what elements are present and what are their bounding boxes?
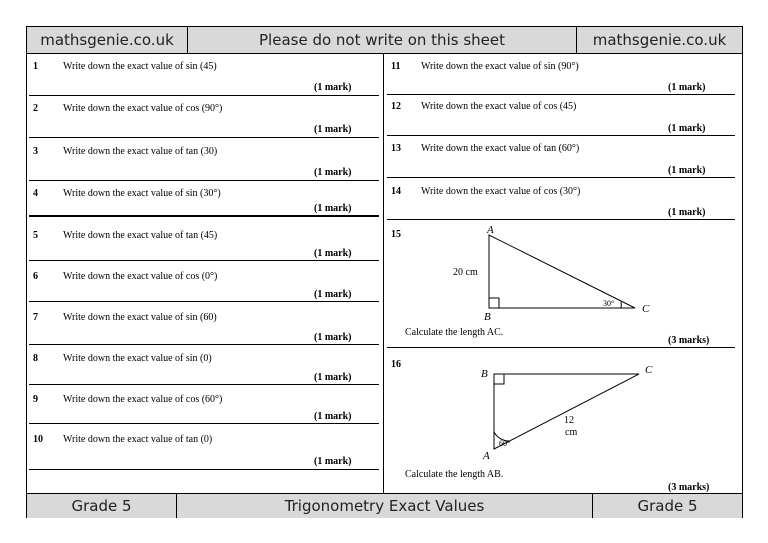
question-number: 15 [391, 229, 401, 240]
vertex-label-c: C [645, 364, 653, 376]
answer-line [29, 137, 379, 138]
answer-line [387, 94, 735, 95]
question-number: 4 [33, 188, 38, 199]
marks-label: (1 mark) [668, 207, 706, 218]
question-number: 13 [391, 143, 401, 154]
answer-line [29, 344, 379, 345]
question-text: Write down the exact value of cos (90°) [63, 103, 223, 114]
answer-line [29, 469, 379, 470]
side-length-number: 12 [564, 415, 574, 426]
footer-topic-title: Trigonometry Exact Values [284, 497, 485, 515]
answer-line [29, 95, 379, 96]
question-text: Write down the exact value of cos (30°) [421, 186, 581, 197]
side-length-label: 20 cm [453, 267, 478, 278]
marks-label: (1 mark) [668, 82, 706, 93]
side-length-unit: cm [565, 427, 578, 438]
answer-line [29, 260, 379, 261]
question-number: 14 [391, 186, 401, 197]
question-text: Write down the exact value of sin (60) [63, 312, 217, 323]
question-text: Write down the exact value of sin (30°) [63, 188, 221, 199]
question-number: 8 [33, 353, 38, 364]
question-text: Write down the exact value of cos (60°) [63, 394, 223, 405]
answer-line [29, 180, 379, 181]
header-bar [27, 27, 742, 54]
question-number: 7 [33, 312, 38, 323]
triangle-diagram-16 [467, 361, 707, 461]
marks-label: (1 mark) [314, 82, 352, 93]
header-notice: Please do not write on this sheet [259, 31, 505, 49]
question-number: 2 [33, 103, 38, 114]
vertex-label-a: A [487, 224, 494, 236]
marks-label: (1 mark) [314, 289, 352, 300]
marks-label: (1 mark) [314, 332, 352, 343]
question-number: 3 [33, 146, 38, 157]
marks-label: (3 marks) [668, 482, 710, 493]
question-number: 6 [33, 271, 38, 282]
question-number: 10 [33, 434, 43, 445]
angle-label: 30° [603, 299, 615, 308]
worksheet [26, 26, 743, 518]
question-number: 1 [33, 61, 38, 72]
question-text: Write down the exact value of cos (45) [421, 101, 577, 112]
answer-line [387, 219, 735, 220]
triangle-diagram-15 [427, 223, 687, 323]
vertex-label-b: B [481, 368, 488, 380]
header-site-left: mathsgenie.co.uk [40, 31, 174, 49]
question-number: 12 [391, 101, 401, 112]
footer-bar [27, 493, 742, 518]
vertex-label-a: A [483, 450, 490, 461]
marks-label: (1 mark) [314, 124, 352, 135]
question-number: 11 [391, 61, 401, 72]
question-text: Write down the exact value of tan (60°) [421, 143, 580, 154]
marks-label: (1 mark) [668, 165, 706, 176]
marks-label: (1 mark) [314, 203, 352, 214]
answer-line [387, 347, 735, 348]
question-text: Write down the exact value of cos (0°) [63, 271, 218, 282]
marks-label: (1 mark) [668, 123, 706, 134]
angle-label: 60° [499, 439, 511, 448]
question-number: 9 [33, 394, 38, 405]
marks-label: (1 mark) [314, 372, 352, 383]
marks-label: (1 mark) [314, 456, 352, 467]
question-text: Write down the exact value of tan (0) [63, 434, 213, 445]
footer-grade-right: Grade 5 [637, 497, 698, 515]
question-text: Write down the exact value of sin (45) [63, 61, 217, 72]
marks-label: (1 mark) [314, 167, 352, 178]
marks-label: (3 marks) [668, 335, 710, 346]
footer-grade-left: Grade 5 [71, 497, 132, 515]
question-text: Write down the exact value of sin (90°) [421, 61, 579, 72]
question-number: 5 [33, 230, 38, 241]
header-site-right: mathsgenie.co.uk [592, 31, 727, 49]
question-text: Write down the exact value of tan (45) [63, 230, 218, 241]
vertex-label-c: C [642, 303, 650, 315]
vertex-label-b: B [484, 311, 491, 323]
answer-line [387, 177, 735, 178]
answer-line [29, 384, 379, 385]
question-text: Calculate the length AB. [405, 469, 504, 480]
column-divider [383, 54, 384, 493]
question-text: Write down the exact value of tan (30) [63, 146, 218, 157]
answer-line [29, 301, 379, 302]
answer-line [387, 135, 735, 136]
marks-label: (1 mark) [314, 411, 352, 422]
question-text: Calculate the length AC. [405, 327, 504, 338]
question-text: Write down the exact value of sin (0) [63, 353, 212, 364]
answer-line [29, 423, 379, 424]
answer-line [29, 215, 379, 217]
marks-label: (1 mark) [314, 248, 352, 259]
question-number: 16 [391, 359, 401, 370]
